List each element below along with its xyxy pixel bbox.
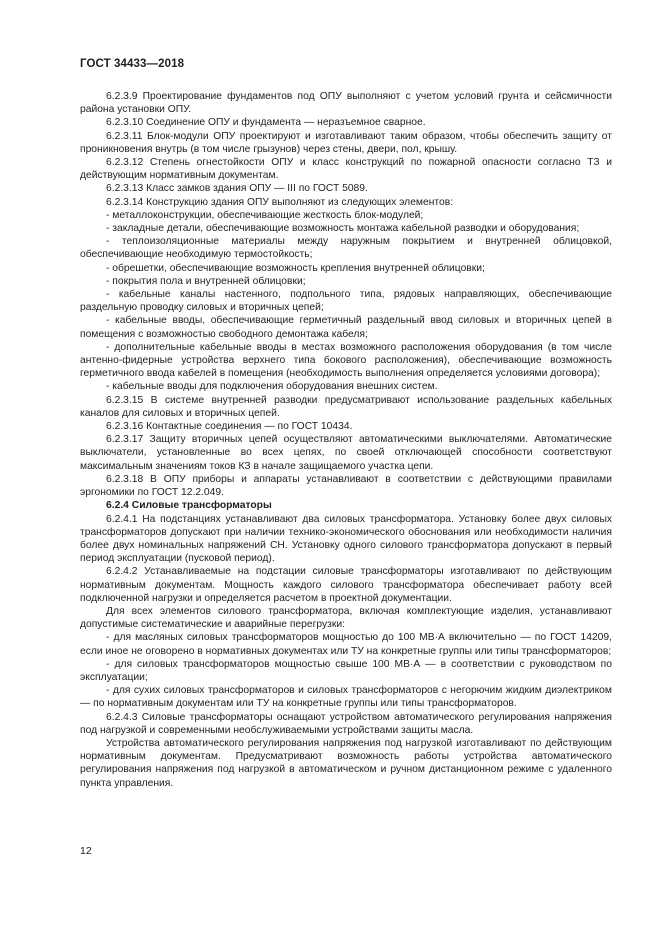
clause-6-2-4-2: 6.2.4.2 Устанавливаемые на подстации силовые трансформаторы изготавливают по действующим нормативным документам. Мощность каждого силового трансформатора обеспечивает работу всей подключенной нагрузки и определяется расчетом в проектной документации. <box>80 566 612 604</box>
clause-6-2-3-14: 6.2.3.14 Конструкцию здания ОПУ выполняют из следующих элементов: <box>106 196 454 208</box>
document-code-header: ГОСТ 34433—2018 <box>80 58 185 70</box>
list-item: - для силовых трансформаторов мощностью свыше 100 МВ·А — в соответствии с руководством по эксплуатации; <box>80 658 612 683</box>
list-item: - обрешетки, обеспечивающие возможность крепления внутренней облицовки; <box>106 262 485 274</box>
clause-6-2-3-9: 6.2.3.9 Проектирование фундаментов под ОПУ выполняют с учетом условий грунта и сейсмичности района установки ОПУ. <box>80 91 612 116</box>
list-item: - кабельные каналы настенного, подпольного типа, рядовых направляющих, обеспечивающие раздельную проводку силовых и вторичных цепей; <box>80 289 612 314</box>
list-item: - дополнительные кабельные вводы в местах возможного расположения оборудования (в том числе антенно-фидерные устройства верхнего типа бокового расположения), обеспечивающие возможность герметичного ввода кабелей в помещения (необходимость выполнения определяется условиями договора); <box>80 341 612 380</box>
clause-6-2-3-11: 6.2.3.11 Блок-модули ОПУ проектируют и изготавливают таким образом, чтобы обеспечить защиту от проникновения внутрь (в том числе грызунов) через стены, двери, пол, крышу. <box>80 130 612 155</box>
clause-6-2-4-1: 6.2.4.1 На подстанциях устанавливают два силовых трансформатора. Установку более двух силовых трансформаторов допускают при наличии технико-экономического обоснования или необходимости наличия более двух номинальных напряжений СН. Установку одного силового трансформатора допускают в первый период эксплуатации (пусковой период). <box>80 513 612 565</box>
list-item: - теплоизоляционные материалы между наружным покрытием и внутренней облицовкой, обеспечивающие необходимую термостойкость; <box>80 236 612 261</box>
paragraph: Устройства автоматического регулирования напряжения под нагрузкой изготавливают по действующим нормативным документам. Предусматривают возможность работы устройства автоматического регулирования напряжения под нагрузкой в автоматическом и ручном дистанционном режиме с удаленного пункта управления. <box>80 737 612 789</box>
clause-6-2-3-12: 6.2.3.12 Степень огнестойкости ОПУ и класс конструкций по пожарной опасности согласно ТЗ и действующим нормативным документам. <box>80 157 612 182</box>
clause-6-2-3-10: 6.2.3.10 Соединение ОПУ и фундамента — неразъемное сварное. <box>106 117 426 129</box>
list-item: - кабельные вводы, обеспечивающие герметичный раздельный ввод силовых и вторичных цепей в помещения с возможностью свободного демонтажа кабеля; <box>80 315 612 340</box>
document-body <box>80 90 612 790</box>
list-item: - металлоконструкции, обеспечивающие жесткость блок-модулей; <box>106 209 424 221</box>
clause-6-2-3-15: 6.2.3.15 В системе внутренней разводки предусматривают использование раздельных кабельных каналов для силовых и вторичных цепей. <box>80 394 612 419</box>
list-item: - покрытия пола и внутренней облицовки; <box>106 275 306 287</box>
paragraph: Для всех элементов силового трансформатора, включая комплектующие изделия, устанавливают допустимые систематические и аварийные перегрузки: <box>80 605 612 631</box>
list-item: - кабельные вводы для подключения оборудования внешних систем. <box>106 381 438 393</box>
list-item: - для масляных силовых трансформаторов мощностью до 100 МВ·А включительно — по ГОСТ 14209, если иное не оговорено в нормативных документах или ТУ на конкретные группы или типы трансформаторов; <box>80 632 612 657</box>
page-number: 12 <box>80 845 92 857</box>
list-item: - для сухих силовых трансформаторов и силовых трансформаторов с негорючим жидким диэлектриком — по нормативным документам или ТУ на конкретные группы или типы трансформаторов. <box>80 685 612 710</box>
clause-6-2-4-3: 6.2.4.3 Силовые трансформаторы оснащают устройством автоматического регулирования напряжения под нагрузкой и современными необслуживаемыми устройствами защиты масла. <box>80 711 612 736</box>
section-heading: 6.2.4 Силовые трансформаторы <box>106 500 272 512</box>
clause-6-2-3-16: 6.2.3.16 Контактные соединения — по ГОСТ 10434. <box>106 421 353 433</box>
list-item: - закладные детали, обеспечивающие возможность монтажа кабельной разводки и оборудования; <box>106 223 580 235</box>
clause-6-2-3-17: 6.2.3.17 Защиту вторичных цепей осуществляют автоматическими выключателями. Автоматические выключатели, установленные во всех цепях, по своей отключающей способности соответствуют максимальным значениям токов КЗ в начале защищаемого участка цепи. <box>80 434 612 472</box>
clause-6-2-3-18: 6.2.3.18 В ОПУ приборы и аппараты устанавливают в соответствии с действующими правилами эргономики по ГОСТ 12.2.049. <box>80 473 612 499</box>
clause-6-2-3-13: 6.2.3.13 Класс замков здания ОПУ — III по ГОСТ 5089. <box>106 183 368 195</box>
